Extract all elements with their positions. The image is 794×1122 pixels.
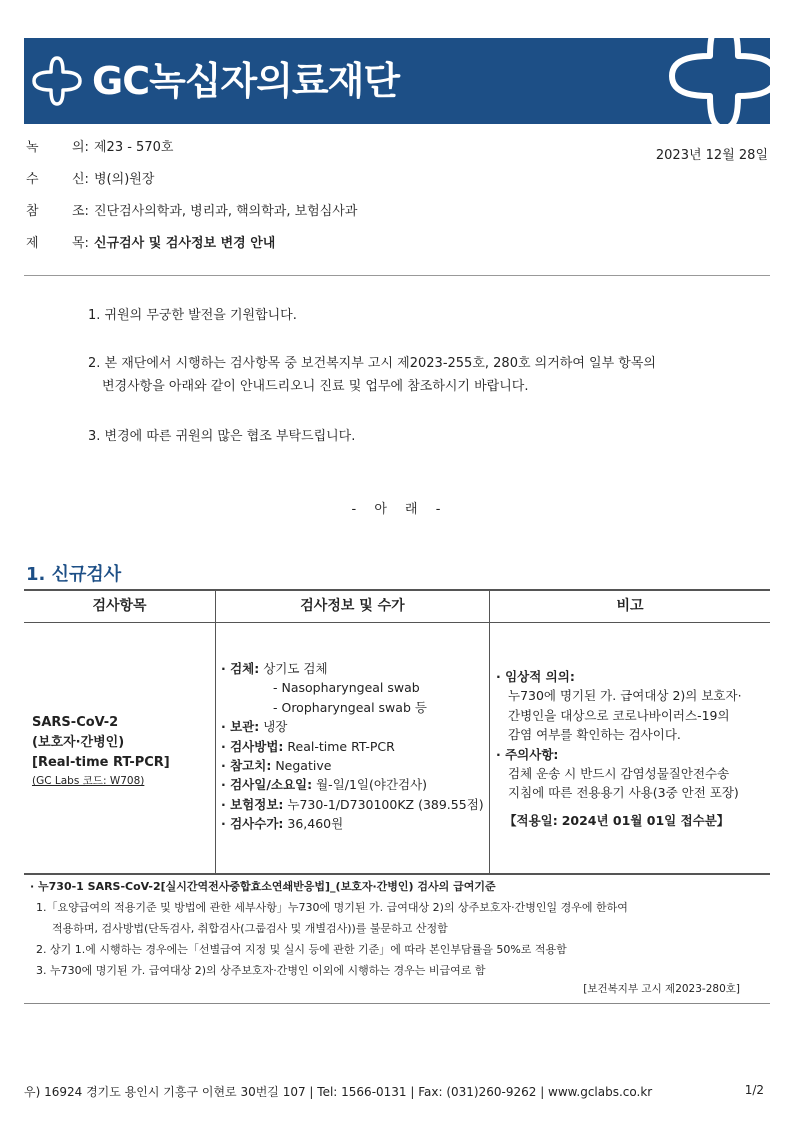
fee-label: · 검사수가: [221,816,284,832]
doc-number-row [26,136,770,168]
table-header [24,591,770,623]
criteria-2: 2. 상기 1.에 시행하는 경우에는「선별급여 지정 및 실시 등에 관한 기준」에 따라 본인부담률을 50%로 적용함 [36,943,567,956]
caution-label: · 주의사항: [496,746,559,762]
footer [24,1083,770,1100]
criteria-reference: [보건복지부 고시 제2023-280호] [583,983,740,995]
specimen-sub-2: - Oropharyngeal swab 등 [273,699,427,715]
clinical-line-2: 간병인을 대상으로 코로나바이러스-19의 [508,707,730,723]
storage-label: · 보관: [221,719,260,735]
new-test-table [24,589,770,875]
clinical-line-3: 감염 여부를 확인하는 검사이다. [508,727,681,743]
doc-number-label: 녹 [26,140,39,155]
specimen: 상기도 검체 [263,661,328,676]
paragraph-2-line-1: 2. 본 재단에서 시행하는 검사항목 중 보건복지부 고시 제2023-255호, 280호 의거하여 일부 항목의 [88,356,656,371]
test-name: SARS-CoV-2 [32,715,119,730]
divider [24,275,770,276]
page-number: 1/2 [744,1083,764,1097]
footer-address: 우) 16924 경기도 용인시 기흥구 이현로 30번길 107 | Tel: 1566-0131 | Fax: (031)260-9262 | www.gclabs.co.kr [24,1085,653,1099]
gc-cross-logo-icon [30,54,84,108]
caution-line-1: 검체 운송 시 반드시 감염성물질안전수송 [508,766,730,782]
recipient: 병(의)원장 [94,172,155,187]
reference-label: 참 [26,204,39,219]
fee: 36,460원 [287,816,344,832]
paragraph-3: 3. 변경에 따른 귀원의 많은 협조 부탁드립니다. [88,429,356,444]
insurance-label: · 보험정보: [221,796,284,812]
recipient-row [26,168,770,200]
reference-row [26,200,770,232]
specimen-label: · 검체: [221,661,260,676]
recipient-label-suffix: 신: [72,172,89,187]
doc-date: 2023년 12월 28일 [655,148,768,163]
test-info-cell [216,623,490,873]
header-banner [24,38,770,124]
coverage-criteria [24,876,770,1004]
below-marker: - 아 래 - [351,502,443,517]
reference-value-label: · 참고치: [221,758,272,774]
subject-label: 제 [26,236,39,251]
reference-label-suffix: 조: [72,204,89,219]
paragraph-2-line-2: 변경사항을 아래와 같이 안내드리오니 진료 및 업무에 참조하시기 바랍니다. [102,379,529,394]
days-label: · 검사일/소요일: [221,777,313,793]
document-meta [26,136,770,264]
specimen-sub-1: - Nasopharyngeal swab [273,680,420,696]
test-item-cell [24,623,216,873]
method: Real-time RT-PCR [287,738,395,754]
test-method-name: [Real-time RT-PCR] [32,755,170,770]
reference-value: Negative [275,758,332,774]
method-label: · 검사방법: [221,738,284,754]
criteria-title: · 누730-1 SARS-CoV-2[실시간역전사중합효소연쇄반응법]_(보호자·간병인) 검사의 급여기준 [30,880,496,893]
header-remark: 비고 [616,598,644,614]
clinical-line-1: 누730에 명기된 가. 급여대상 2)의 보호자· [508,688,742,704]
subject: 신규검사 및 검사정보 변경 안내 [94,236,276,251]
apply-label: 【적용일: [504,812,558,828]
brand-name: GC녹십자의료재단 [92,59,400,103]
reference-departments: 진단검사의학과, 병리과, 핵의학과, 보험심사과 [94,204,358,219]
days: 월-일/1일(야간검사) [316,777,428,793]
header-item: 검사항목 [24,591,216,622]
storage: 냉장 [263,719,288,735]
doc-number: 제23 - 570호 [94,140,174,155]
header-info: 검사정보 및 수가 [216,591,490,622]
recipient-label: 수 [26,172,39,187]
insurance: 누730-1/D730100KZ (389.55점) [287,796,484,812]
table-row [24,623,770,875]
apply-date: 2024년 01월 01일 접수분】 [561,812,730,828]
subject-label-suffix: 목: [72,236,89,251]
doc-number-label-suffix: 의: [72,140,89,155]
paragraph-1: 1. 귀원의 무궁한 발전을 기원합니다. [88,308,297,323]
section-title: 1. 신규검사 [26,564,122,585]
test-code: (GC Labs 코드: W708) [32,775,145,787]
criteria-3: 3. 누730에 명기된 가. 급여대상 2)의 상주보호자·간병인 이외에 시행하는 경우는 비급여로 함 [36,964,486,977]
gc-cross-watermark-icon [664,38,770,124]
clinical-label: · 임상적 의의: [496,669,575,684]
paragraph-2 [88,352,768,398]
caution-line-2: 지침에 따른 전용용기 사용(3중 안전 포장) [508,785,739,801]
criteria-1-line-1: 1.「요양급여의 적용기준 및 방법에 관한 세부사항」누730에 명기된 가. 급여대상 2)의 상주보호자·간병인일 경우에 한하여 [36,901,628,914]
test-target: (보호자·간병인) [32,735,125,750]
subject-row [26,232,770,264]
remark-cell [490,623,770,873]
criteria-1-line-2: 적용하며, 검사방법(단독검사, 취합검사(그룹검사 및 개별검사))를 불문하고 산정함 [52,922,448,935]
